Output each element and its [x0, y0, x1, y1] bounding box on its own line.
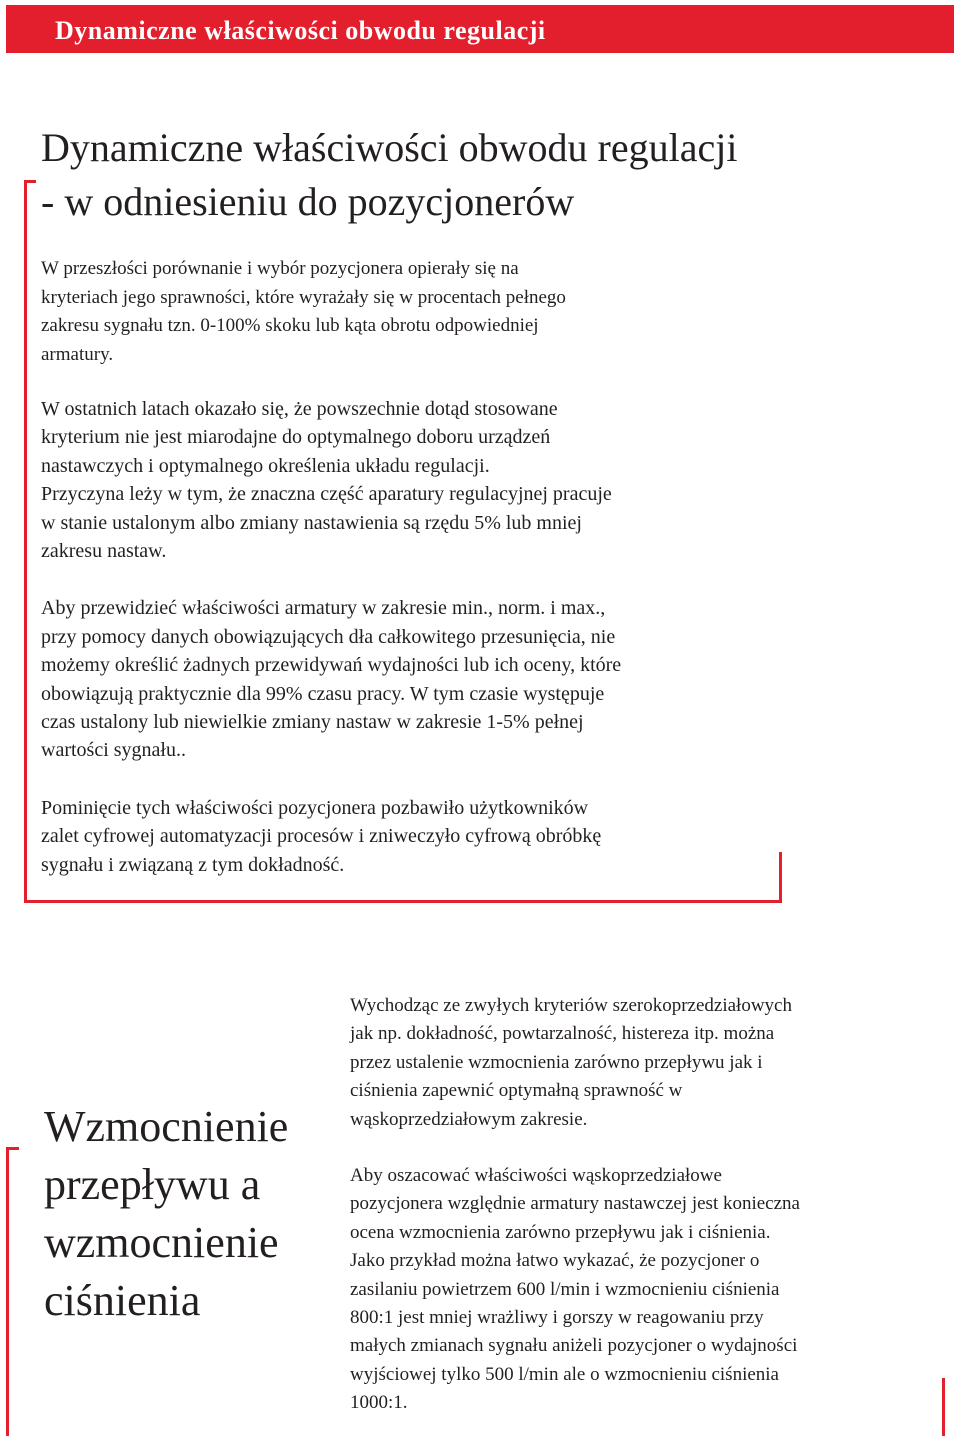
text-line: W przeszłości porównanie i wybór pozycjonera opierały się na	[41, 258, 519, 279]
text-line: armatury.	[41, 343, 114, 365]
text-line: jak np. dokładność, powtarzalność, histereza itp. można	[350, 1023, 775, 1045]
text-line: wyjściowej tylko 500 l/min ale o wzmocnieniu ciśnienia	[350, 1363, 779, 1385]
text-line: ocena wzmocnienia zarówno przepływu jak i ciśnienia.	[350, 1221, 771, 1243]
text-line: Aby przewidzieć właściwości armatury w zakresie min., norm. i max.,	[41, 597, 606, 620]
intro-block	[41, 255, 741, 369]
text-line: nastawczych i optymalnego określenia układu regulacji.	[41, 454, 490, 477]
header-banner	[6, 5, 954, 53]
text-line: Pominięcie tych właściwości pozycjonera pozbawiło użytkowników	[41, 796, 589, 819]
text-line: ciśnienia zapewnić optymałną sprawność w	[350, 1080, 683, 1102]
text-line: wąskoprzedziałowym zakresie.	[350, 1108, 588, 1130]
text-line: w stanie ustalonym albo zmiany nastawienia są rzędu 5% lub mniej	[41, 511, 582, 534]
paragraph-2	[41, 395, 761, 565]
text-line: zalet cyfrowej automatyzacji procesów i zniweczyło cyfrową obróbkę	[41, 825, 602, 848]
section2-body	[350, 992, 930, 1418]
text-line: możemy określić żadnych przewidywań wydajności lub ich oceny, które	[41, 654, 622, 677]
text-line: 800:1 jest mniej wrażliwy i gorszy w reagowaniu przy	[350, 1307, 764, 1329]
heading-line: wzmocnienie	[44, 1218, 279, 1267]
text-line: kryterium nie jest miarodajne do optymalnego doboru urządzeń	[41, 426, 551, 449]
body-block	[41, 395, 761, 879]
bracket-left-top-tick	[24, 180, 36, 183]
text-line: kryteriach jego sprawności, które wyrażały się w procentach pełnego	[41, 286, 566, 308]
text-line: małych zmianach sygnału aniżeli pozycjoner o wydajności	[350, 1335, 798, 1357]
text-line: W ostatnich latach okazało się, że powszechnie dotąd stosowane	[41, 398, 558, 420]
text-line: zakresu sygnału tzn. 0-100% skoku lub kąta obrotu odpowiedniej	[41, 315, 539, 336]
text-line: obowiązują praktycznie dla 99% czasu pracy. W tym czasie występuje	[41, 682, 605, 705]
section2-paragraph-1	[350, 992, 930, 1134]
banner-title: Dynamiczne właściwości obwodu regulacji	[55, 16, 546, 45]
text-line: Przyczyna leży w tym, że znaczna część aparatury regulacyjnej pracuje	[41, 483, 612, 506]
section-heading	[41, 121, 737, 229]
paragraph-4	[41, 794, 761, 879]
text-line: zakresu nastaw.	[41, 540, 167, 563]
heading-line: przepływu a	[44, 1160, 261, 1209]
section2-paragraph-2	[350, 1162, 930, 1418]
text-line: pozycjonera względnie armatury nastawczej jest konieczna	[350, 1193, 800, 1215]
heading-line: - w odniesieniu do pozycjonerów	[41, 179, 575, 224]
text-line: Wychodząc ze zwyłych kryteriów szerokoprzedziałowych	[350, 995, 792, 1016]
text-line: 1000:1.	[350, 1392, 408, 1414]
text-line: przez ustalenie wzmocnienia zarówno przepływu jak i	[350, 1051, 763, 1073]
bracket-left-top	[24, 180, 27, 902]
bracket2-right-tick	[942, 1378, 945, 1436]
bracket-right-tick	[779, 852, 782, 903]
text-line: zasilaniu powietrzem 600 l/min i wzmocnieniu ciśnienia	[350, 1278, 780, 1300]
bracket2-left	[6, 1147, 9, 1436]
heading-line: ciśnienia	[44, 1276, 201, 1325]
text-line: Aby oszacować właściwości wąskoprzedziałowe	[350, 1165, 722, 1187]
paragraph-3	[41, 594, 761, 764]
text-line: wartości sygnału..	[41, 739, 186, 762]
text-line: Jako przykład można łatwo wykazać, że pozycjoner o	[350, 1250, 760, 1272]
bracket-bottom	[24, 900, 781, 903]
intro-paragraph	[41, 255, 741, 369]
text-line: przy pomocy danych obowiązujących dła całkowitego przesunięcia, nie	[41, 625, 616, 648]
text-line: czas ustalony lub niewielkie zmiany nastaw w zakresie 1-5% pełnej	[41, 711, 584, 734]
section2-heading	[44, 1098, 288, 1330]
heading-line: Wzmocnienie	[44, 1102, 289, 1151]
text-line: sygnału i związaną z tym dokładność.	[41, 853, 345, 876]
heading-line: Dynamiczne właściwości obwodu regulacji	[41, 125, 738, 170]
